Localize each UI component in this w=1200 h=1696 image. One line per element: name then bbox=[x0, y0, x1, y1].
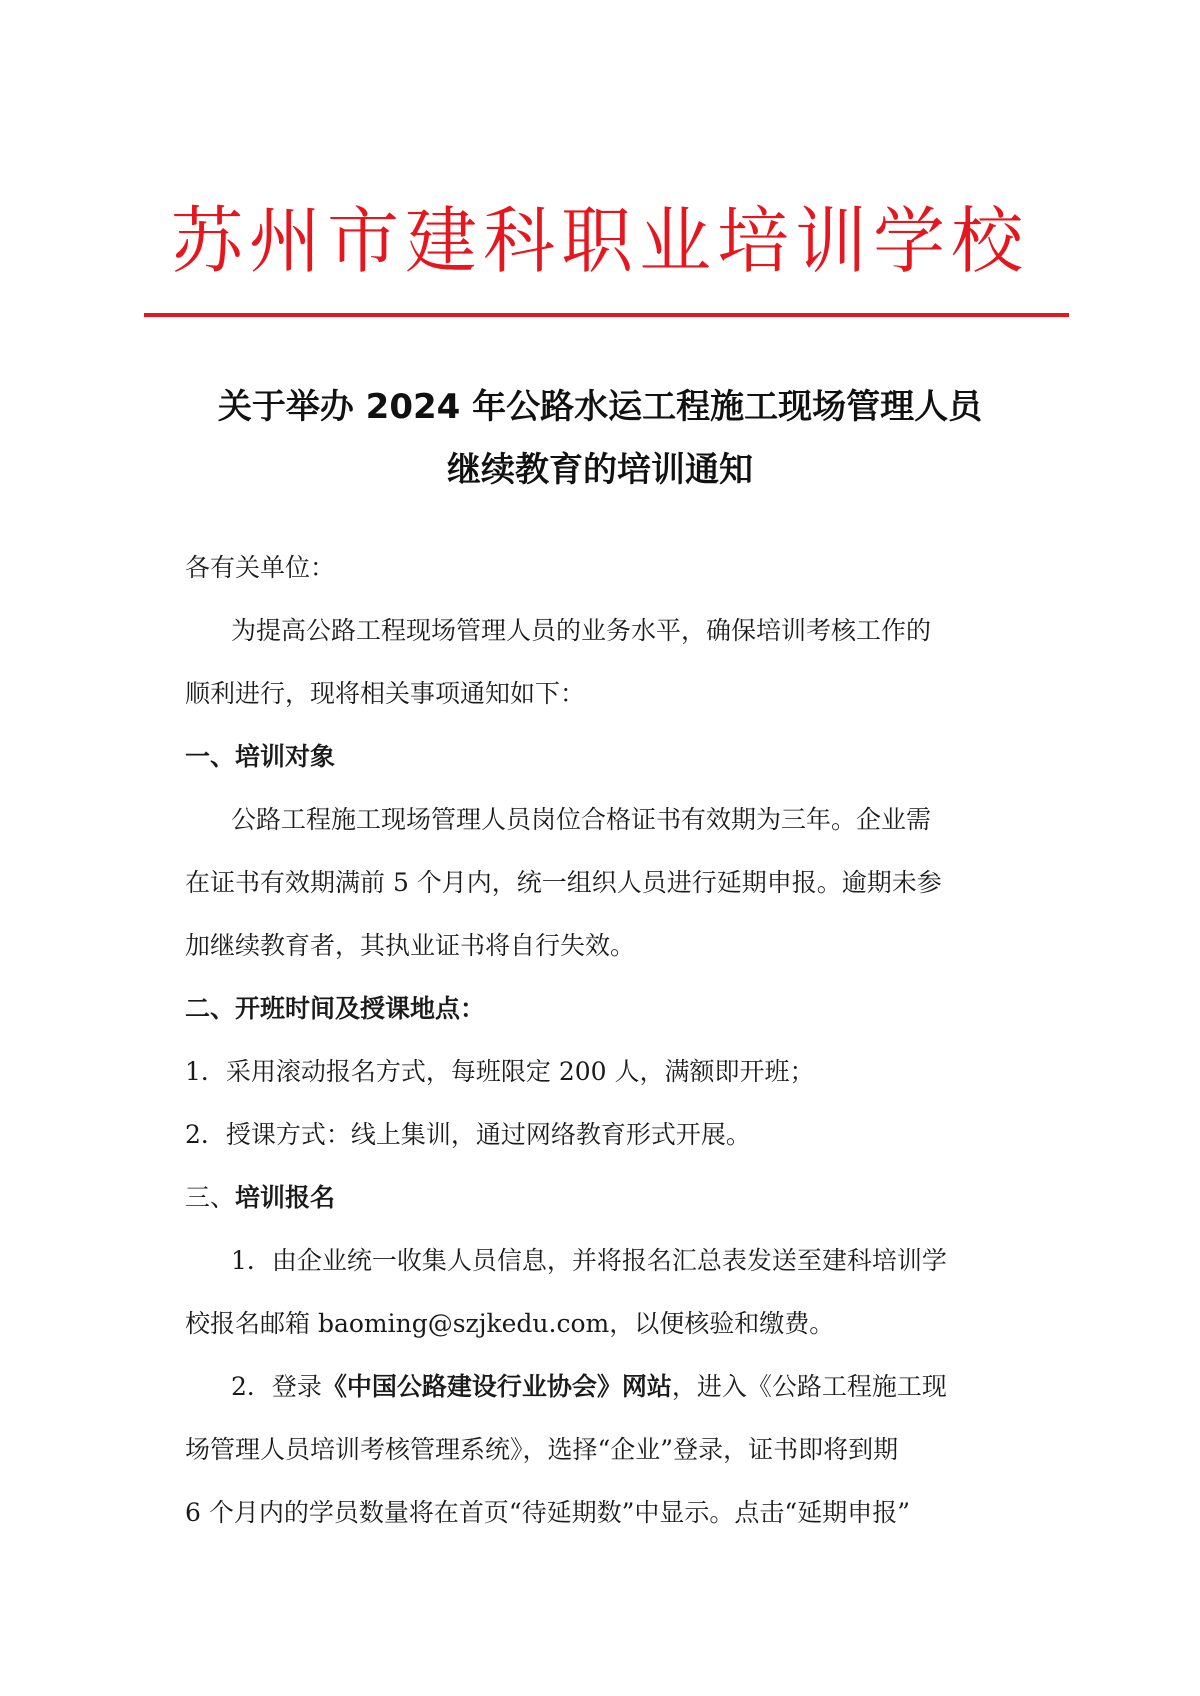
section-3-item-2-line-1 bbox=[185, 1355, 1025, 1418]
notice-title bbox=[0, 376, 1200, 502]
letterhead-red-rule bbox=[144, 313, 1069, 317]
section-2-heading-text: 二、开班时间及授课地点： bbox=[185, 994, 486, 1023]
section-3-heading-text: 培训报名 bbox=[235, 1183, 336, 1212]
section-3-item-2-line-2: 场管理人员培训考核管理系统》，选择“企业”登录，证书即将到期 bbox=[185, 1435, 899, 1464]
section-3-item-2-rest: ，进入《公路工程施工现 bbox=[671, 1372, 947, 1401]
section-1-paragraph-line-2: 在证书有效期满前 5 个月内，统一组织人员进行延期申报。逾期未参 bbox=[185, 868, 942, 897]
section-3-heading-prefix: 三、 bbox=[185, 1183, 236, 1212]
section-3-item-1-line-2: 校报名邮箱 baoming@szjkedu.com，以便核验和缴费。 bbox=[185, 1309, 835, 1338]
notice-body bbox=[185, 536, 1025, 1544]
section-1-heading-text: 一、培训对象 bbox=[185, 742, 336, 771]
notice-title-line-2: 继续教育的培训通知 bbox=[447, 450, 753, 490]
section-1-heading bbox=[185, 725, 1025, 788]
section-1-paragraph-line-3: 加继续教育者，其执业证书将自行失效。 bbox=[185, 931, 636, 960]
section-3-item-2-prefix: 2．登录 bbox=[231, 1372, 322, 1401]
salutation: 各有关单位： bbox=[185, 553, 336, 582]
section-3-heading bbox=[185, 1166, 1025, 1229]
section-3-item-1-line-1: 1．由企业统一收集人员信息，并将报名汇总表发送至建科培训学 bbox=[231, 1246, 947, 1275]
section-3-item-2-line-3: 6 个月内的学员数量将在首页“待延期数”中显示。点击“延期申报” bbox=[185, 1498, 910, 1527]
school-letterhead-title: 苏州市建科职业培训学校 bbox=[170, 199, 1029, 283]
section-2-item-1: 1．采用滚动报名方式，每班限定 200 人，满额即开班； bbox=[185, 1057, 815, 1086]
section-2-item-2: 2．授课方式：线上集训，通过网络教育形式开展。 bbox=[185, 1120, 751, 1149]
association-website-name: 《中国公路建设行业协会》网站 bbox=[321, 1372, 672, 1401]
intro-paragraph-line-2: 顺利进行，现将相关事项通知如下： bbox=[185, 679, 586, 708]
notice-title-line-1: 关于举办 2024 年公路水运工程施工现场管理人员 bbox=[217, 387, 983, 427]
section-2-heading bbox=[185, 977, 1025, 1040]
section-1-paragraph-line-1: 公路工程施工现场管理人员岗位合格证书有效期为三年。企业需 bbox=[231, 805, 932, 834]
intro-paragraph-line-1: 为提高公路工程现场管理人员的业务水平，确保培训考核工作的 bbox=[231, 616, 932, 645]
